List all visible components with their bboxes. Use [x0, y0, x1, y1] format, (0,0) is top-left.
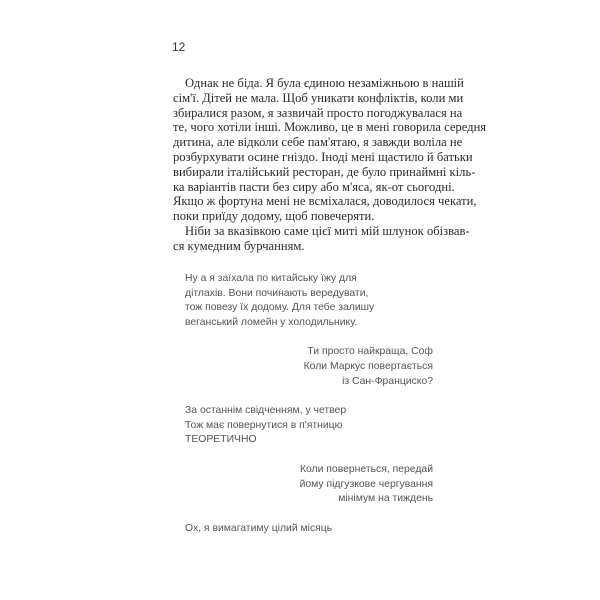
message-line: дітлахів. Вони починають вередувати, — [185, 287, 369, 299]
text-messages — [185, 272, 433, 551]
message-line: мінімум на тиждень — [338, 493, 433, 505]
text-line: те, чого хотіли інші. Можливо, це в мені говорила середня — [173, 120, 487, 135]
text-line: Однак не біда. Я була єдиною незаміжньою в нашій — [185, 76, 464, 90]
text-line: ся кумедним бурчанням. — [173, 238, 305, 253]
message-line: Ти просто найкраща, Соф — [307, 346, 433, 358]
message-line: веганський ломейн у холодильнику. — [185, 316, 358, 328]
paragraph — [173, 76, 487, 224]
message-left — [185, 272, 433, 330]
message-line: Коли Маркус повертається — [303, 360, 433, 372]
body-text — [173, 76, 487, 254]
text-line: вибирали італійський ресторан, де було принаймні кіль- — [173, 164, 476, 179]
message-line: За останнім свідченням, у четвер — [185, 405, 347, 417]
message-line: Тож має повернутися в п'ятницю — [185, 419, 343, 431]
message-line: ТЕОРЕТИЧНО — [185, 434, 257, 446]
text-line: Ніби за вказівкою саме цієї миті мій шлунок обізвав- — [185, 223, 470, 238]
message-line: із Сан-Франциско? — [342, 375, 433, 387]
paragraph — [173, 223, 470, 254]
message-right — [185, 345, 433, 389]
message-left — [185, 522, 433, 537]
message-line: Ох, я вимагатиму цілий місяць — [185, 522, 333, 534]
page-number: 12 — [172, 40, 186, 54]
message-line: йому підгузкове чергування — [299, 478, 433, 490]
message-line: Ну а я заїхала по китайську їжу для — [185, 273, 357, 284]
text-line: Якщо ж фортуна мені не всміхалася, доводилося чекати, — [173, 194, 477, 209]
text-line: збиралися разом, я зазвичай просто погоджувалася на — [173, 105, 463, 120]
message-line: Коли повернеться, передай — [299, 463, 433, 475]
message-line: тож повезу їх додому. Для тебе залишу — [185, 302, 375, 314]
text-line: дитина, але відколи себе пам'ятаю, я завжди воліла не — [173, 135, 463, 150]
message-right — [185, 463, 433, 507]
text-line: ка варіантів пасти без сиру або м'яса, як-от сьогодні. — [173, 179, 455, 194]
text-line: розбурхувати осине гніздо. Іноді мені щастило й батьки — [173, 149, 473, 164]
message-left — [185, 404, 433, 448]
text-line: сім'ї. Дітей не мала. Щоб уникати конфліктів, коли ми — [173, 90, 464, 105]
text-line: поки приїду додому, щоб повечеряти. — [173, 209, 375, 224]
